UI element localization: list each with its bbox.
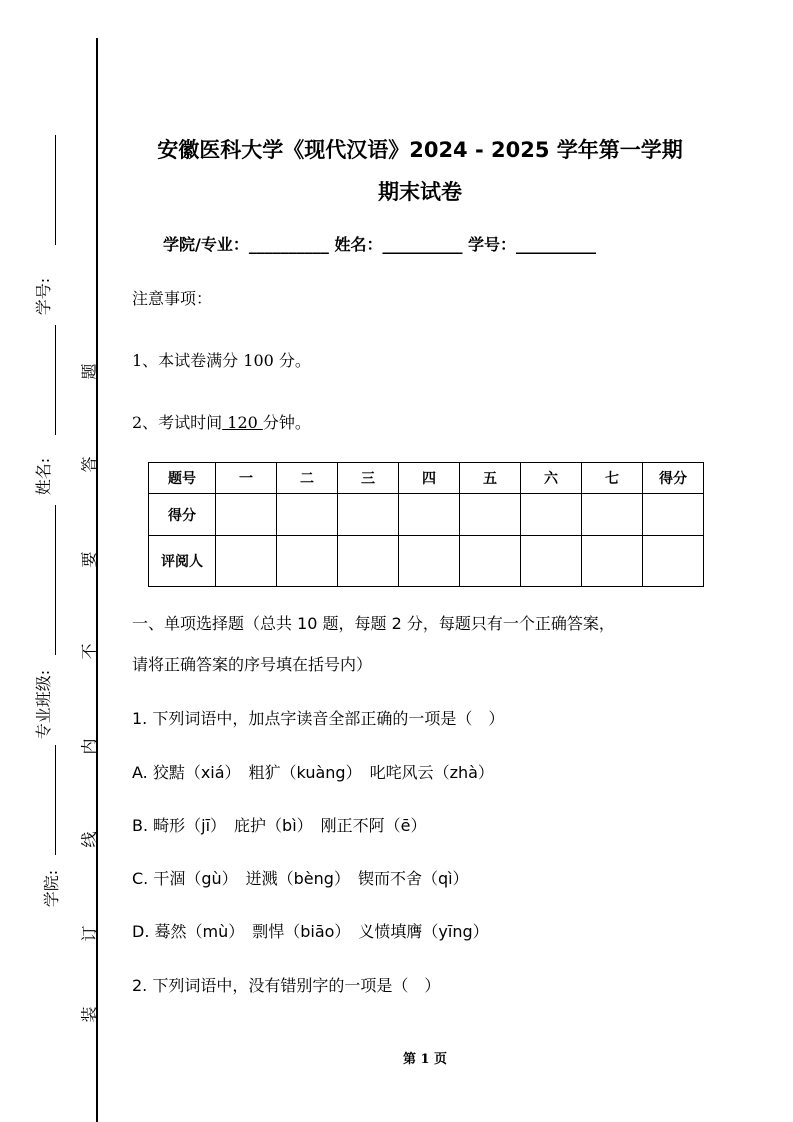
- question-option: D. 蓦然（mù） 剽悍（biāo） 义愤填膺（yīng）: [132, 922, 489, 941]
- exam-duration: 120: [222, 413, 263, 432]
- grader-cell[interactable]: [521, 536, 582, 587]
- exam-subtitle: 期末试卷: [378, 180, 462, 204]
- grader-cell[interactable]: [399, 536, 460, 587]
- binding-char: 线: [79, 831, 99, 848]
- section-heading: 一、单项选择题（总共 10 题，每题 2 分，每题只有一个正确答案，: [132, 614, 615, 633]
- binding-char: 订: [79, 925, 99, 942]
- binding-char: 题: [79, 363, 99, 380]
- section-instruction: 请将正确答案的序号填在括号内）: [132, 655, 373, 674]
- score-cell[interactable]: [643, 494, 704, 536]
- id-blank[interactable]: __________: [516, 235, 597, 254]
- margin-field-line: [55, 325, 56, 435]
- binding-char: 要: [79, 551, 99, 568]
- table-header: 得分: [643, 463, 704, 494]
- grader-cell[interactable]: [643, 536, 704, 587]
- note-item: [132, 410, 311, 433]
- question-option: A. 狡黠（xiá） 粗犷（kuàng） 叱咤风云（zhà）: [132, 763, 494, 782]
- name-blank[interactable]: __________: [382, 235, 463, 254]
- exam-title: 安徽医科大学《现代汉语》2024 - 2025 学年第一学期: [157, 138, 683, 162]
- margin-label-major: 专业班级:: [34, 669, 54, 740]
- grader-cell[interactable]: [338, 536, 399, 587]
- name-label: 姓名：: [334, 235, 383, 254]
- margin-label-student-id: 学号:: [34, 277, 54, 316]
- row-label: 评阅人: [149, 536, 216, 587]
- page-number: 第 1 页: [402, 1052, 448, 1067]
- margin-field-line: [55, 745, 56, 855]
- question-option: C. 干涸（gù） 迸溅（bèng） 锲而不舍（qì）: [132, 869, 469, 888]
- score-cell[interactable]: [338, 494, 399, 536]
- table-header: 五: [460, 463, 521, 494]
- grader-cell[interactable]: [277, 536, 338, 587]
- margin-label-college: 学院:: [42, 869, 62, 908]
- table-header: 四: [399, 463, 460, 494]
- question-stem: 2. 下列词语中，没有错别字的一项是（ ）: [132, 976, 441, 995]
- binding-char: 内: [79, 738, 99, 755]
- score-cell[interactable]: [277, 494, 338, 536]
- score-cell[interactable]: [582, 494, 643, 536]
- question-option: B. 畸形（jī） 庇护（bì） 刚正不阿（ē）: [132, 816, 427, 835]
- college-label: 学院/专业：: [163, 235, 249, 254]
- score-cell[interactable]: [399, 494, 460, 536]
- note-text: 分钟。: [262, 413, 311, 432]
- score-table: [148, 462, 704, 587]
- table-header: 三: [338, 463, 399, 494]
- college-blank[interactable]: __________: [248, 235, 329, 254]
- table-header: 六: [521, 463, 582, 494]
- margin-label-name: 姓名:: [34, 457, 54, 496]
- table-header: 七: [582, 463, 643, 494]
- table-header: 题号: [149, 463, 216, 494]
- binding-char: 不: [79, 643, 99, 660]
- student-info-row: [163, 232, 596, 255]
- question-stem: 1. 下列词语中，加点字读音全部正确的一项是（ ）: [132, 709, 505, 728]
- margin-field-line: [55, 505, 56, 655]
- grader-cell[interactable]: [460, 536, 521, 587]
- score-cell[interactable]: [216, 494, 277, 536]
- table-header: 二: [277, 463, 338, 494]
- note-text: 2、考试时间: [132, 413, 223, 432]
- grader-cell[interactable]: [582, 536, 643, 587]
- grader-cell[interactable]: [216, 536, 277, 587]
- score-cell[interactable]: [460, 494, 521, 536]
- id-label: 学号：: [468, 235, 517, 254]
- row-label: 得分: [149, 494, 216, 536]
- note-item: 1、本试卷满分 100 分。: [132, 351, 311, 370]
- table-header: 一: [216, 463, 277, 494]
- notes-heading: 注意事项：: [132, 289, 213, 308]
- score-cell[interactable]: [521, 494, 582, 536]
- binding-char: 装: [79, 1006, 99, 1023]
- binding-char: 答: [79, 456, 99, 473]
